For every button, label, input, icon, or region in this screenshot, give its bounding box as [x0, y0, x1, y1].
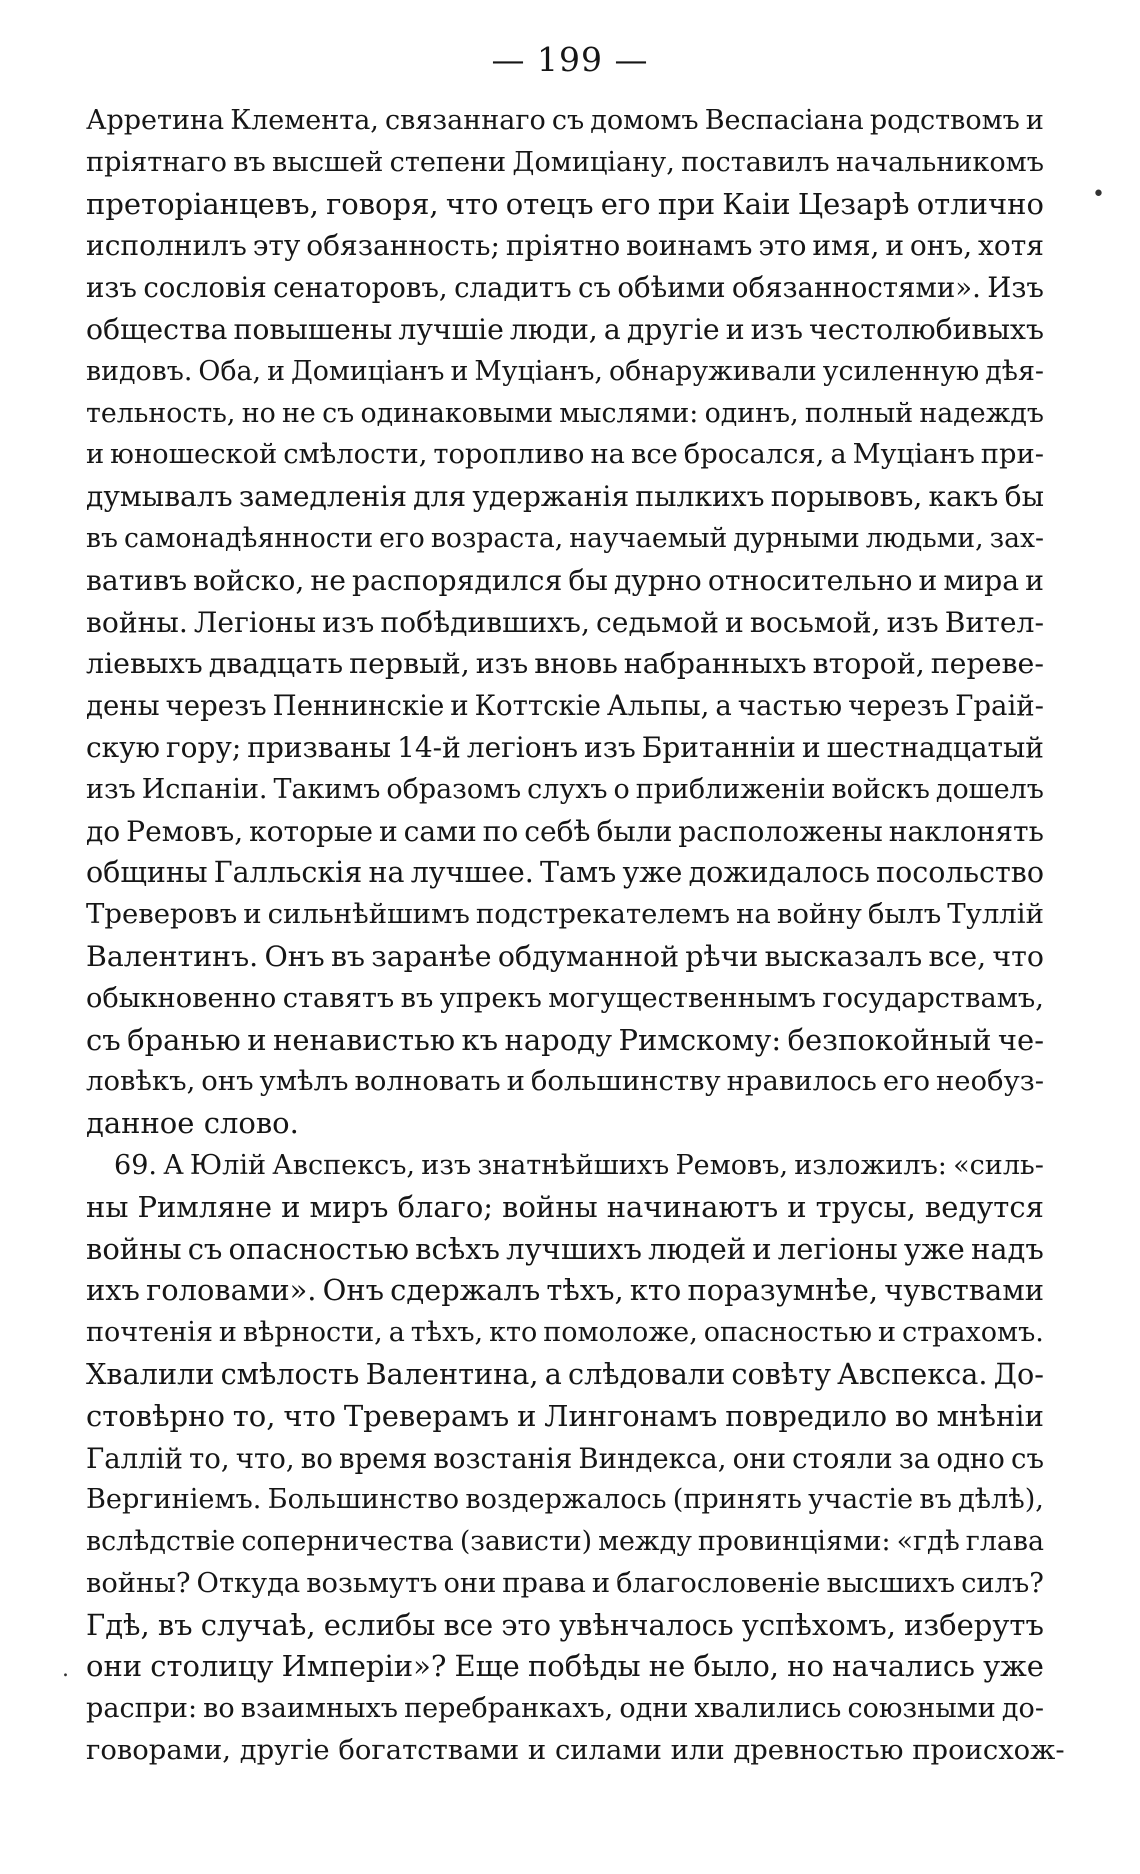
text-line: обыкновенно ставятъ въ упрекъ могущественнымъ государствамъ,	[86, 982, 1044, 1014]
text-line: Хвалили смѣлость Валентина, а слѣдовали совѣту Авспекса. До-	[86, 1356, 1044, 1391]
text-line: войны? Откуда возьмутъ они права и благословеніе высшихъ силъ?	[86, 1567, 1044, 1599]
text-line: говорами, другіе богатствами и силами или древностью происхож-	[86, 1735, 1065, 1767]
text-line: ны Римляне и миръ благо; войны начинаютъ и трусы, ведутся	[86, 1189, 1044, 1224]
text-line: до Ремовъ, которые и сами по себѣ были расположены наклонять	[86, 814, 1044, 848]
body-text	[86, 100, 1065, 1772]
text-line: пріятнаго въ высшей степени Домиціану, поставилъ начальникомъ	[86, 146, 1044, 178]
text-line: 69. А Юлій Авспексъ, изъ знатнѣйшихъ Ремовъ, изложилъ: «силь-	[114, 1149, 1044, 1181]
page-number: — 199 —	[491, 40, 649, 79]
text-line: Арретина Клемента, связаннаго съ домомъ Веспасіана родствомъ и	[86, 105, 1044, 136]
text-line: дены черезъ Пеннинскіе и Коттскіе Альпы, а частью черезъ Граій-	[86, 689, 1044, 723]
text-line: Треверовъ и сильнѣйшимъ подстрекателемъ на войну былъ Туллій	[86, 898, 1044, 931]
text-line: думывалъ замедленія для удержанія пылкихъ порывовъ, какъ бы	[86, 480, 1044, 514]
text-line: Галлій то, что, во время возстанія Виндекса, они стояли за одно съ	[86, 1441, 1044, 1475]
text-line: стовѣрно то, что Треверамъ и Лингонамъ повредило во мнѣніи	[86, 1398, 1044, 1433]
text-line: изъ Испаніи. Такимъ образомъ слухъ о приближеніи войскъ дошелъ	[86, 773, 1044, 805]
margin-dot: .	[62, 1657, 69, 1682]
text-line: распри: во взаимныхъ перебранкахъ, одни хвалились союзными до-	[86, 1693, 1044, 1725]
text-line: въ самонадѣянности его возраста, научаемый дурными людьми, зах-	[86, 522, 1044, 554]
text-line: тельность, но не съ одинаковыми мыслями: одинъ, полный надеждъ	[86, 397, 1044, 429]
margin-dot: •	[1092, 182, 1105, 207]
text-line: преторіанцевъ, говоря, что отецъ его при Каіи Цезарѣ отлично	[86, 186, 1044, 221]
text-line: Валентинъ. Онъ въ заранѣе обдуманной рѣчи высказалъ все, что	[86, 939, 1044, 973]
text-line: исполнилъ эту обязанность; пріятно воинамъ это имя, и онъ, хотя	[86, 229, 1044, 263]
text-line: скую гору; призваны 14-й легіонъ изъ Британніи и шестнадцатый	[86, 730, 1044, 764]
text-line: вативъ войско, не распорядился бы дурно относительно и мира и	[86, 563, 1044, 597]
text-line: они столицу Имперіи»? Еще побѣды не было, но начались уже	[86, 1649, 1044, 1684]
text-line: вслѣдствіе соперничества (зависти) между провинціями: «гдѣ глава	[86, 1526, 1044, 1558]
text-line: и юношеской смѣлости, торопливо на все бросался, а Муціанъ при-	[86, 439, 1044, 471]
text-line: войны. Легіоны изъ побѣдившихъ, седьмой и восьмой, изъ Вител-	[86, 605, 1044, 639]
text-line: изъ сословія сенаторовъ, сладитъ съ обѣими обязанностями». Изъ	[86, 271, 1044, 305]
text-line: войны съ опасностью всѣхъ лучшихъ людей и легіоны уже надъ	[86, 1231, 1044, 1266]
paragraph-1	[86, 100, 1044, 1145]
text-line: ловѣкъ, онъ умѣлъ волновать и большинству нравилось его необуз-	[86, 1066, 1044, 1098]
text-line: Вергиніемъ. Большинство воздержалось (принять участіе въ дѣлѣ),	[86, 1484, 1044, 1516]
text-line: данное слово.	[86, 1106, 299, 1141]
text-line: Гдѣ, въ случаѣ, еслибы все это увѣнчалось успѣхомъ, изберутъ	[86, 1607, 1044, 1642]
text-line: почтенія и вѣрности, а тѣхъ, кто помоложе, опасностью и страхомъ.	[86, 1317, 1044, 1349]
text-line: видовъ. Оба, и Домиціанъ и Муціанъ, обнаруживали усиленную дѣя-	[86, 355, 1044, 387]
text-line: общины Галльскія на лучшее. Тамъ уже дожидалось посольство	[86, 856, 1044, 890]
text-line: ихъ головами». Онъ сдержалъ тѣхъ, кто поразумнѣе, чувствами	[86, 1273, 1044, 1308]
text-line: общества повышены лучшіе люди, а другіе и изъ честолюбивыхъ	[86, 312, 1044, 346]
text-line: съ бранью и ненавистью къ народу Римскому: безпокойный че-	[86, 1022, 1044, 1057]
paragraph-2	[86, 1145, 1065, 1772]
text-line: ліевыхъ двадцать первый, изъ вновь набранныхъ второй, переве-	[86, 647, 1044, 681]
